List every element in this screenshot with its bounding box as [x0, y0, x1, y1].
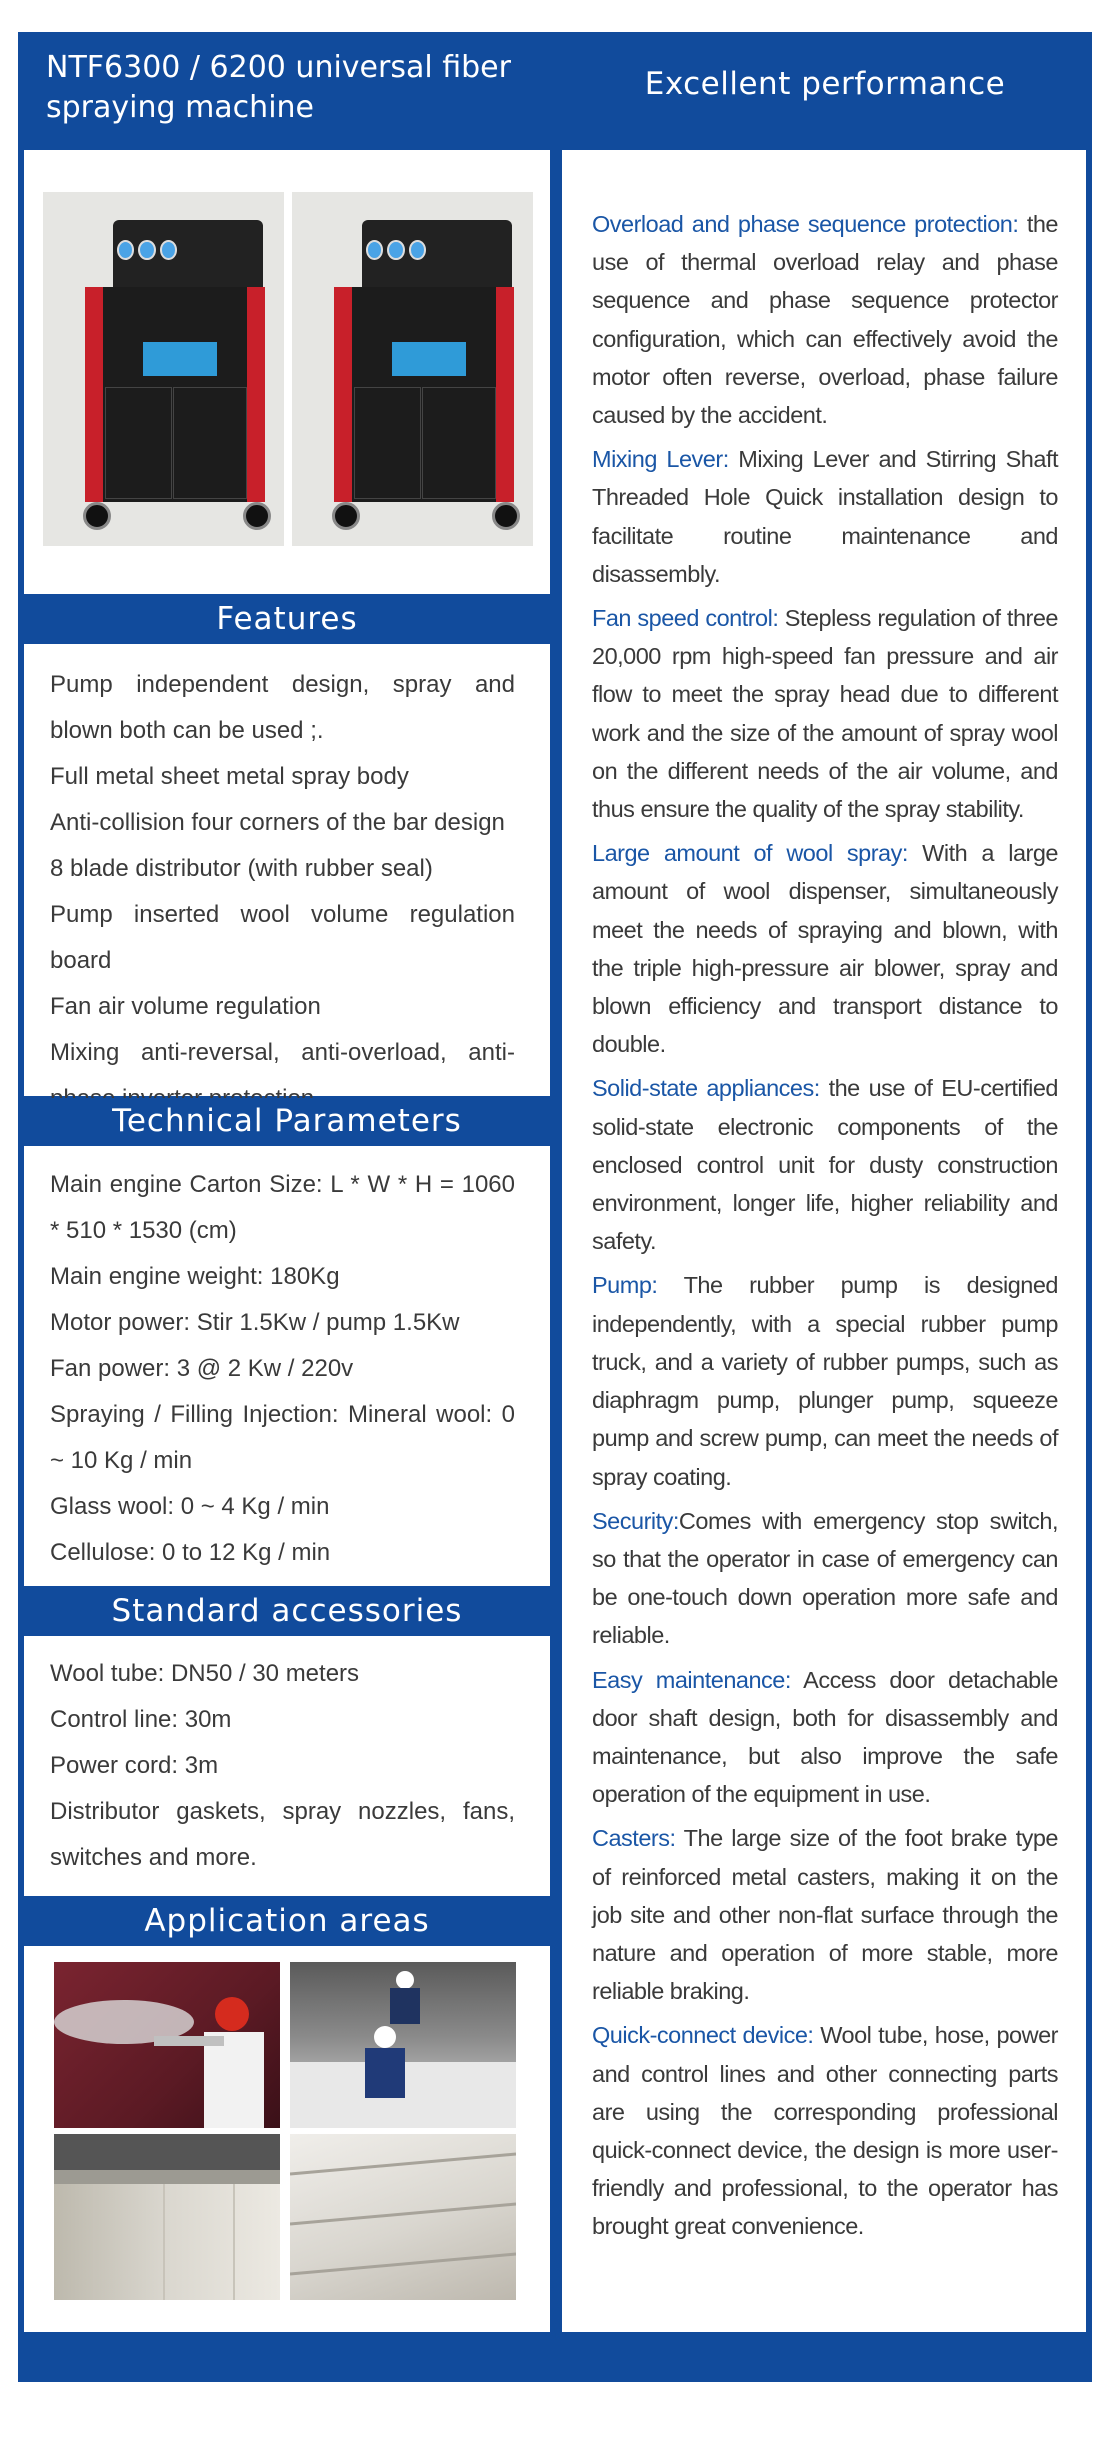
performance-item: [592, 1069, 1058, 1260]
performance-text: The large size of the foot brake type of reinforced metal casters, making it on the job site and other non-flat surface through the nature and operation of more stable, more reliable braking.: [592, 1825, 1058, 2005]
performance-key: Casters:: [592, 1825, 676, 1852]
performance-key: Large amount of wool spray:: [592, 840, 908, 867]
performance-item: [592, 1819, 1058, 2010]
product-title-line2: spraying machine: [46, 90, 314, 125]
technical-list: [50, 1162, 515, 1576]
performance-item: [592, 834, 1058, 1063]
performance-text: With a large amount of wool dispenser, simultaneously meet the needs of spraying and blown, with the triple high-pressure air blower, spray and blown efficiency and transport distance to double.: [592, 840, 1058, 1058]
performance-text: The rubber pump is designed independently, with a special rubber pump truck, and a variety of rubber pumps, such as diaphragm pump, plunger pump, squeeze pump and screw pump, can meet the needs of spray coating.: [592, 1272, 1058, 1490]
performance-text: the use of EU-certified solid-state electronic components of the enclosed control unit for dusty construction environment, longer life, higher reliability and safety.: [592, 1075, 1058, 1255]
machine-photo-right: [292, 192, 533, 546]
list-item: Distributor gaskets, spray nozzles, fans, switches and more.: [50, 1798, 515, 1871]
features-list: [50, 662, 515, 1122]
performance-item: [592, 440, 1058, 593]
features-heading: Features: [24, 596, 550, 642]
application-photo-ceiling: [290, 2134, 516, 2300]
list-item: Mixing anti-reversal, anti-overload, anti-: [50, 1039, 515, 1066]
performance-title: Excellent performance: [644, 66, 1006, 102]
list-item: Main engine Carton Size: L * W * H = 1060 * 510 * 1530 (cm): [50, 1171, 515, 1244]
list-item: Cellulose: 0 to 12 Kg / min: [50, 1539, 331, 1566]
performance-item: [592, 1661, 1058, 1814]
accessories-heading: Standard accessories: [24, 1588, 550, 1634]
performance-key: Pump:: [592, 1272, 658, 1299]
performance-text: the use of thermal overload relay and phase sequence and phase sequence protector configuration, which can effectively avoid the motor often reverse, overload, phase failure caused by the accident.: [592, 211, 1059, 429]
list-item: Wool tube: DN50 / 30 meters: [50, 1660, 360, 1687]
list-item: Main engine weight: 180Kg: [50, 1263, 340, 1290]
application-photo-spraying-worker: [54, 1962, 280, 2128]
performance-key: Easy maintenance:: [592, 1666, 791, 1693]
technical-heading: Technical Parameters: [24, 1098, 550, 1144]
performance-key: Solid-state appliances:: [592, 1075, 820, 1102]
performance-list: [592, 205, 1058, 2252]
list-item: Fan air volume regulation: [50, 993, 321, 1020]
performance-item: [592, 205, 1058, 434]
machine-photo-left: [43, 192, 284, 546]
performance-item: [592, 2016, 1058, 2245]
list-item: Pump independent design, spray and blown both can be used ;.: [50, 671, 515, 744]
list-item: Power cord: 3m: [50, 1752, 219, 1779]
list-item: Spraying / Filling Injection: Mineral wool: 0 ~ 10 Kg / min: [50, 1401, 515, 1474]
performance-key: Security:: [592, 1507, 679, 1534]
performance-key: Quick-connect device:: [592, 2022, 814, 2049]
performance-key: Mixing Lever:: [592, 446, 729, 473]
performance-text: Comes with emergency stop switch, so that the operator in case of emergency can be one-touch down operation more safe and reliable.: [592, 1507, 1058, 1649]
list-item: 8 blade distributor (with rubber seal): [50, 855, 433, 882]
list-item: Glass wool: 0 ~ 4 Kg / min: [50, 1493, 330, 1520]
list-item: Full metal sheet metal spray body: [50, 763, 409, 790]
product-title: [46, 48, 566, 128]
performance-text: Stepless regulation of three 20,000 rpm high-speed fan pressure and air flow to meet the spray head due to different work and the size of the amount of spray wool on the different needs of the air volume, and thus ensure the quality of the spray stability.: [592, 605, 1058, 823]
performance-text: Mixing Lever and Stirring Shaft Threaded Hole Quick installation design to facilitate routine maintenance and disassembly.: [592, 446, 1058, 587]
accessories-list: [50, 1651, 515, 1881]
list-item: Control line: 30m: [50, 1706, 232, 1733]
performance-item: [592, 1502, 1058, 1655]
applications-heading: Application areas: [24, 1898, 550, 1944]
list-item: Fan power: 3 @ 2 Kw / 220v: [50, 1355, 354, 1382]
list-item: Motor power: Stir 1.5Kw / pump 1.5Kw: [50, 1309, 460, 1336]
performance-item: [592, 599, 1058, 828]
performance-item: [592, 1266, 1058, 1495]
application-photo-ceiling-worker: [290, 1962, 516, 2128]
performance-key: Fan speed control:: [592, 605, 779, 632]
performance-text: Access door detachable door shaft design, both for disassembly and maintenance, but also improve the safe operation of the equipment in use.: [592, 1666, 1058, 1808]
product-title-line1: NTF6300 / 6200 universal fiber: [46, 50, 511, 85]
list-item: Pump inserted wool volume regulation board: [50, 901, 515, 974]
performance-key: Overload and phase sequence protection:: [592, 211, 1019, 237]
performance-text: Wool tube, hose, power and control lines and other connecting parts are using the corresponding professional quick-connect device, the design is more user-friendly and professional, to the operator has brought great convenience.: [592, 2022, 1058, 2240]
list-item: Anti-collision four corners of the bar design: [50, 809, 505, 836]
application-photo-wall: [54, 2134, 280, 2300]
